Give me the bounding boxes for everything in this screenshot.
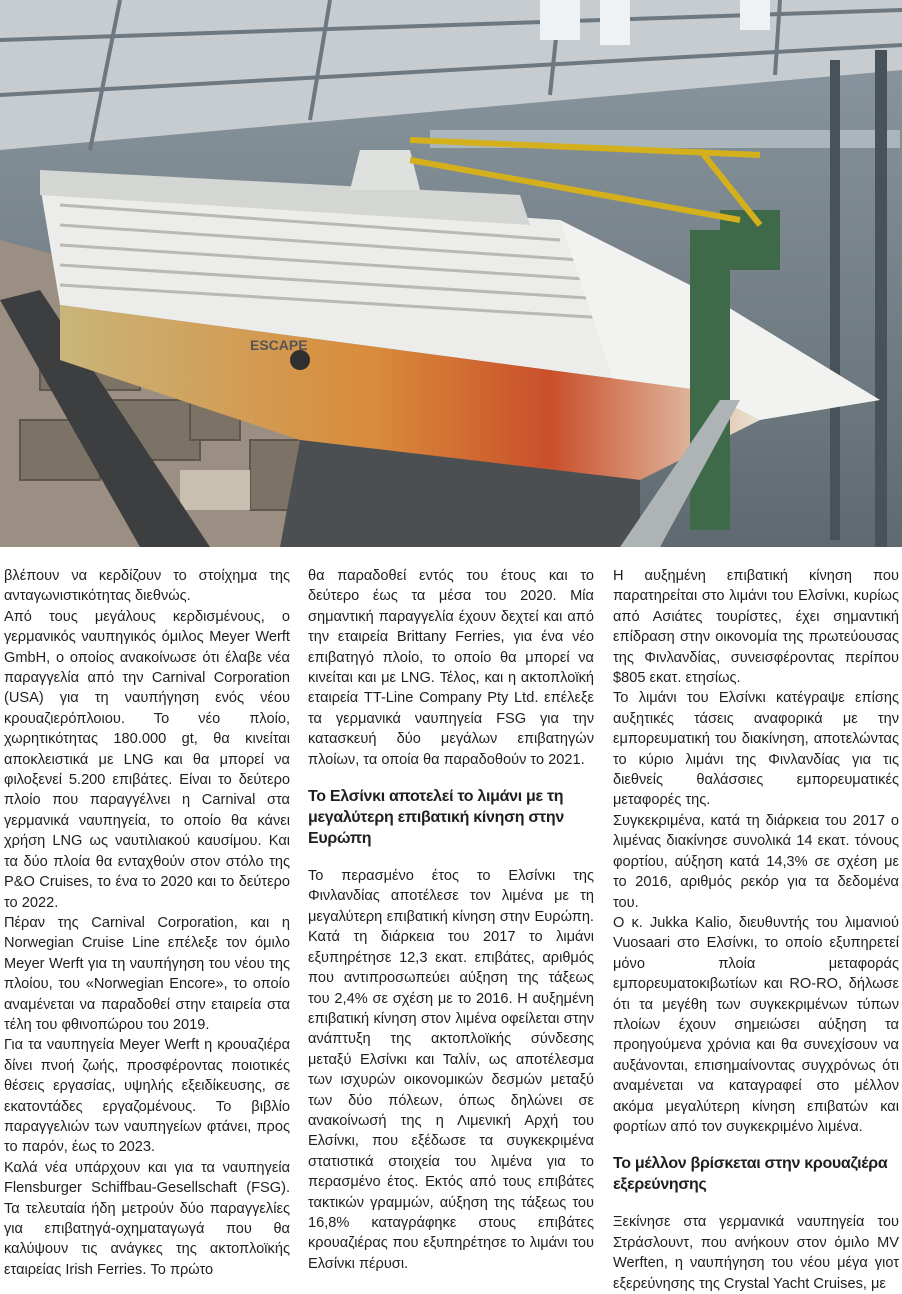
hull-name-text: ESCAPE	[250, 337, 308, 353]
paragraph: Από τους μεγάλους κερδισμένους, ο γερμανικός ναυπηγικός όμιλος Meyer Werft GmbH, ο οποίος ανακοίνωσε ότι έλαβε νέα παραγγελία από την Carnival Corporation (USA) για τη ναυπήγηση ενός νέου κρουαζιερόπλοιου. Το νέο πλοίο, χωρητικότητας 180.000 gt, θα κινείται αποκλειστικά με LNG και θα μπορεί να φιλοξενεί 5.200 επιβάτες. Είναι το δεύτερο πλοίο που παραγγέλνει η Carnival στα γερμανικά ναυπηγεία, το οποίο θα κάνει χρήση LNG ως ναυτιλιακού καυσίμου. Και τα δύο πλοία θα ενταχθούν στον στόλο της P&O Cruises, το ένα το 2020 και το δεύτερο το 2022.	[4, 608, 290, 911]
paragraph: Το περασμένο έτος το Ελσίνκι της Φινλανδίας αποτέλεσε τον λιμένα με τη μεγαλύτερη επιβατική κίνηση στην Ευρώπη. Κατά τη διάρκεια του 2017 το λιμάνι εξυπηρέτησε 12,3 εκατ. επιβάτες, αριθμός που αντιπροσωπεύει αύξηση της τάξεως του 2,4% σε σχέση με το 2016. Η αυξημένη επιβατική κίνηση στον λιμένα οφείλεται στην ανάπτυξη της ακτοπλοϊκής σύνδεσης μεταξύ Ελσίνκι και Ταλίν, ως αποτέλεσμα των ισχυρών οικονομικών δεσμών μεταξύ των δύο πόλεων, όπως δηλώνει σε ανακοίνωσή της η Λιμενική Αρχή του Ελσίνκι, που εξέδωσε τα συγκεκριμένα στατιστικά στοιχεία του λιμένα για το περασμένο έτος. Εκτός από τους επιβάτες τακτικών γραμμών, αύξηση της τάξεως του 16,8% καταγράφηκε στους επιβάτες κρουαζιέρας που εξυπηρέτησε το λιμάνι του Ελσίνκι πέρυσι.	[308, 868, 594, 1272]
paragraph: Καλά νέα υπάρχουν και για τα ναυπηγεία Flensburger Schiffbau-Gesellschaft (FSG). Τα τελευταία ήδη μετρούν δύο παραγγελίες για επιβατηγά-οχηματαγωγά που θα καλύψουν τις ανάγκες της ακτοπλοϊκής εταιρείας Irish Ferries. Το πρώτο	[4, 1159, 290, 1278]
paragraph: Ο κ. Jukka Kalio, διευθυντής του λιμανιού Vuosaari στο Ελσίνκι, το οποίο εξυπηρετεί μόνο πλοία μεταφοράς εμπορευματοκιβωτίων και RO-RO, δήλωσε ότι τα μεγέθη των συγκεκριμένων τύπων πλοίων έχουν σημειώσει αύξηση τα προηγούμενα χρόνια και θα συνεχίσουν να αυξάνονται, επισημαίνοντας συγχρόνως ότι αναμένεται να καταγραφεί στο μέλλον ακόμα μεγαλύτερη κίνηση επιβατών και φορτίων από τον συγκεκριμένο λιμένα.	[613, 914, 899, 1135]
shipyard-photo	[0, 0, 902, 547]
paragraph: θα παραδοθεί εντός του έτους και το δεύτερο έως τα μέσα του 2020. Μία σημαντική παραγγελία έχουν δεχτεί και από την εταιρεία Brittany Ferries, για ένα νέο επιβατηγό πλοίο, το οποίο θα μπορεί να κινείται και με LNG. Τέλος, και η ακτοπλοϊκή εταιρεία TT-Line Company Pty Ltd. επέλεξε τα γερμανικά ναυπηγεία FSG για την κατασκευή δύο μεγάλων επιβατηγών πλοίων, τα οποία θα παραδοθούν το 2021.	[308, 568, 594, 768]
paragraph: Ξεκίνησε στα γερμανικά ναυπηγεία του Στράσλουντ, που ανήκουν στον όμιλο MV Werften, η ναυπήγηση του νέου μέγα γιοτ εξερεύνησης της Crystal Yacht Cruises, με	[613, 1214, 899, 1292]
paragraph: Πέραν της Carnival Corporation, και η Norwegian Cruise Line επέλεξε τον όμιλο Meyer Werft για τη ναυπήγηση του νέου της πλοίου, του «Norwegian Encore», το οποίο αναμένεται να παραδοθεί στην εταιρεία στα τέλη του φθινοπώρου του 2019.	[4, 914, 290, 1033]
article-column-3	[613, 566, 899, 1294]
paragraph: Η αυξημένη επιβατική κίνηση που παρατηρείται στο λιμάνι του Ελσίνκι, κυρίως από Ασιάτες τουρίστες, έχει σημαντική επίδραση στην οικονομία της πρωτεύουσας της Φινλανδίας, συνεισφέροντας περίπου $805 εκατ. ετησίως.	[613, 568, 899, 687]
paragraph: βλέπουν να κερδίζουν το στοίχημα της ανταγωνιστικότητας διεθνώς.	[4, 568, 290, 605]
article-column-2	[308, 566, 594, 1274]
paragraph: Συγκεκριμένα, κατά τη διάρκεια του 2017 ο λιμένας διακίνησε συνολικά 14 εκατ. τόνους φορτίου, αύξηση κατά 14,3% σε σχέση με το 2016, αριθμός ρεκόρ για τα δεδομένα του.	[613, 812, 899, 911]
paragraph: Το λιμάνι του Ελσίνκι κατέγραψε επίσης αυξητικές τάσεις αναφορικά με την εμπορευματική του διακίνηση, αποτελώντας το κύριο λιμάνι της Φινλανδίας για τις διεθνείς θαλάσσιες εμπορευματικές μεταφορές της.	[613, 690, 899, 809]
paragraph: Για τα ναυπηγεία Meyer Werft η κρουαζιέρα δίνει πνοή ζωής, προσφέροντας ποιοτικές θέσεις εργασίας, υψηλής εξειδίκευσης, σε εκατοντάδες εργαζομένους. Το βιβλίο παραγγελιών των ναυπηγείων φτάνει, προς το παρόν, έως το 2023.	[4, 1037, 290, 1156]
section-heading-expedition: Το μέλλον βρίσκεται στην κρουαζιέρα εξερεύνησης	[613, 1155, 888, 1194]
article-column-1	[4, 566, 290, 1280]
section-heading-helsinki: Το Ελσίνκι αποτελεί το λιμάνι με τη μεγαλύτερη επιβατική κίνηση στην Ευρώπη	[308, 788, 564, 848]
